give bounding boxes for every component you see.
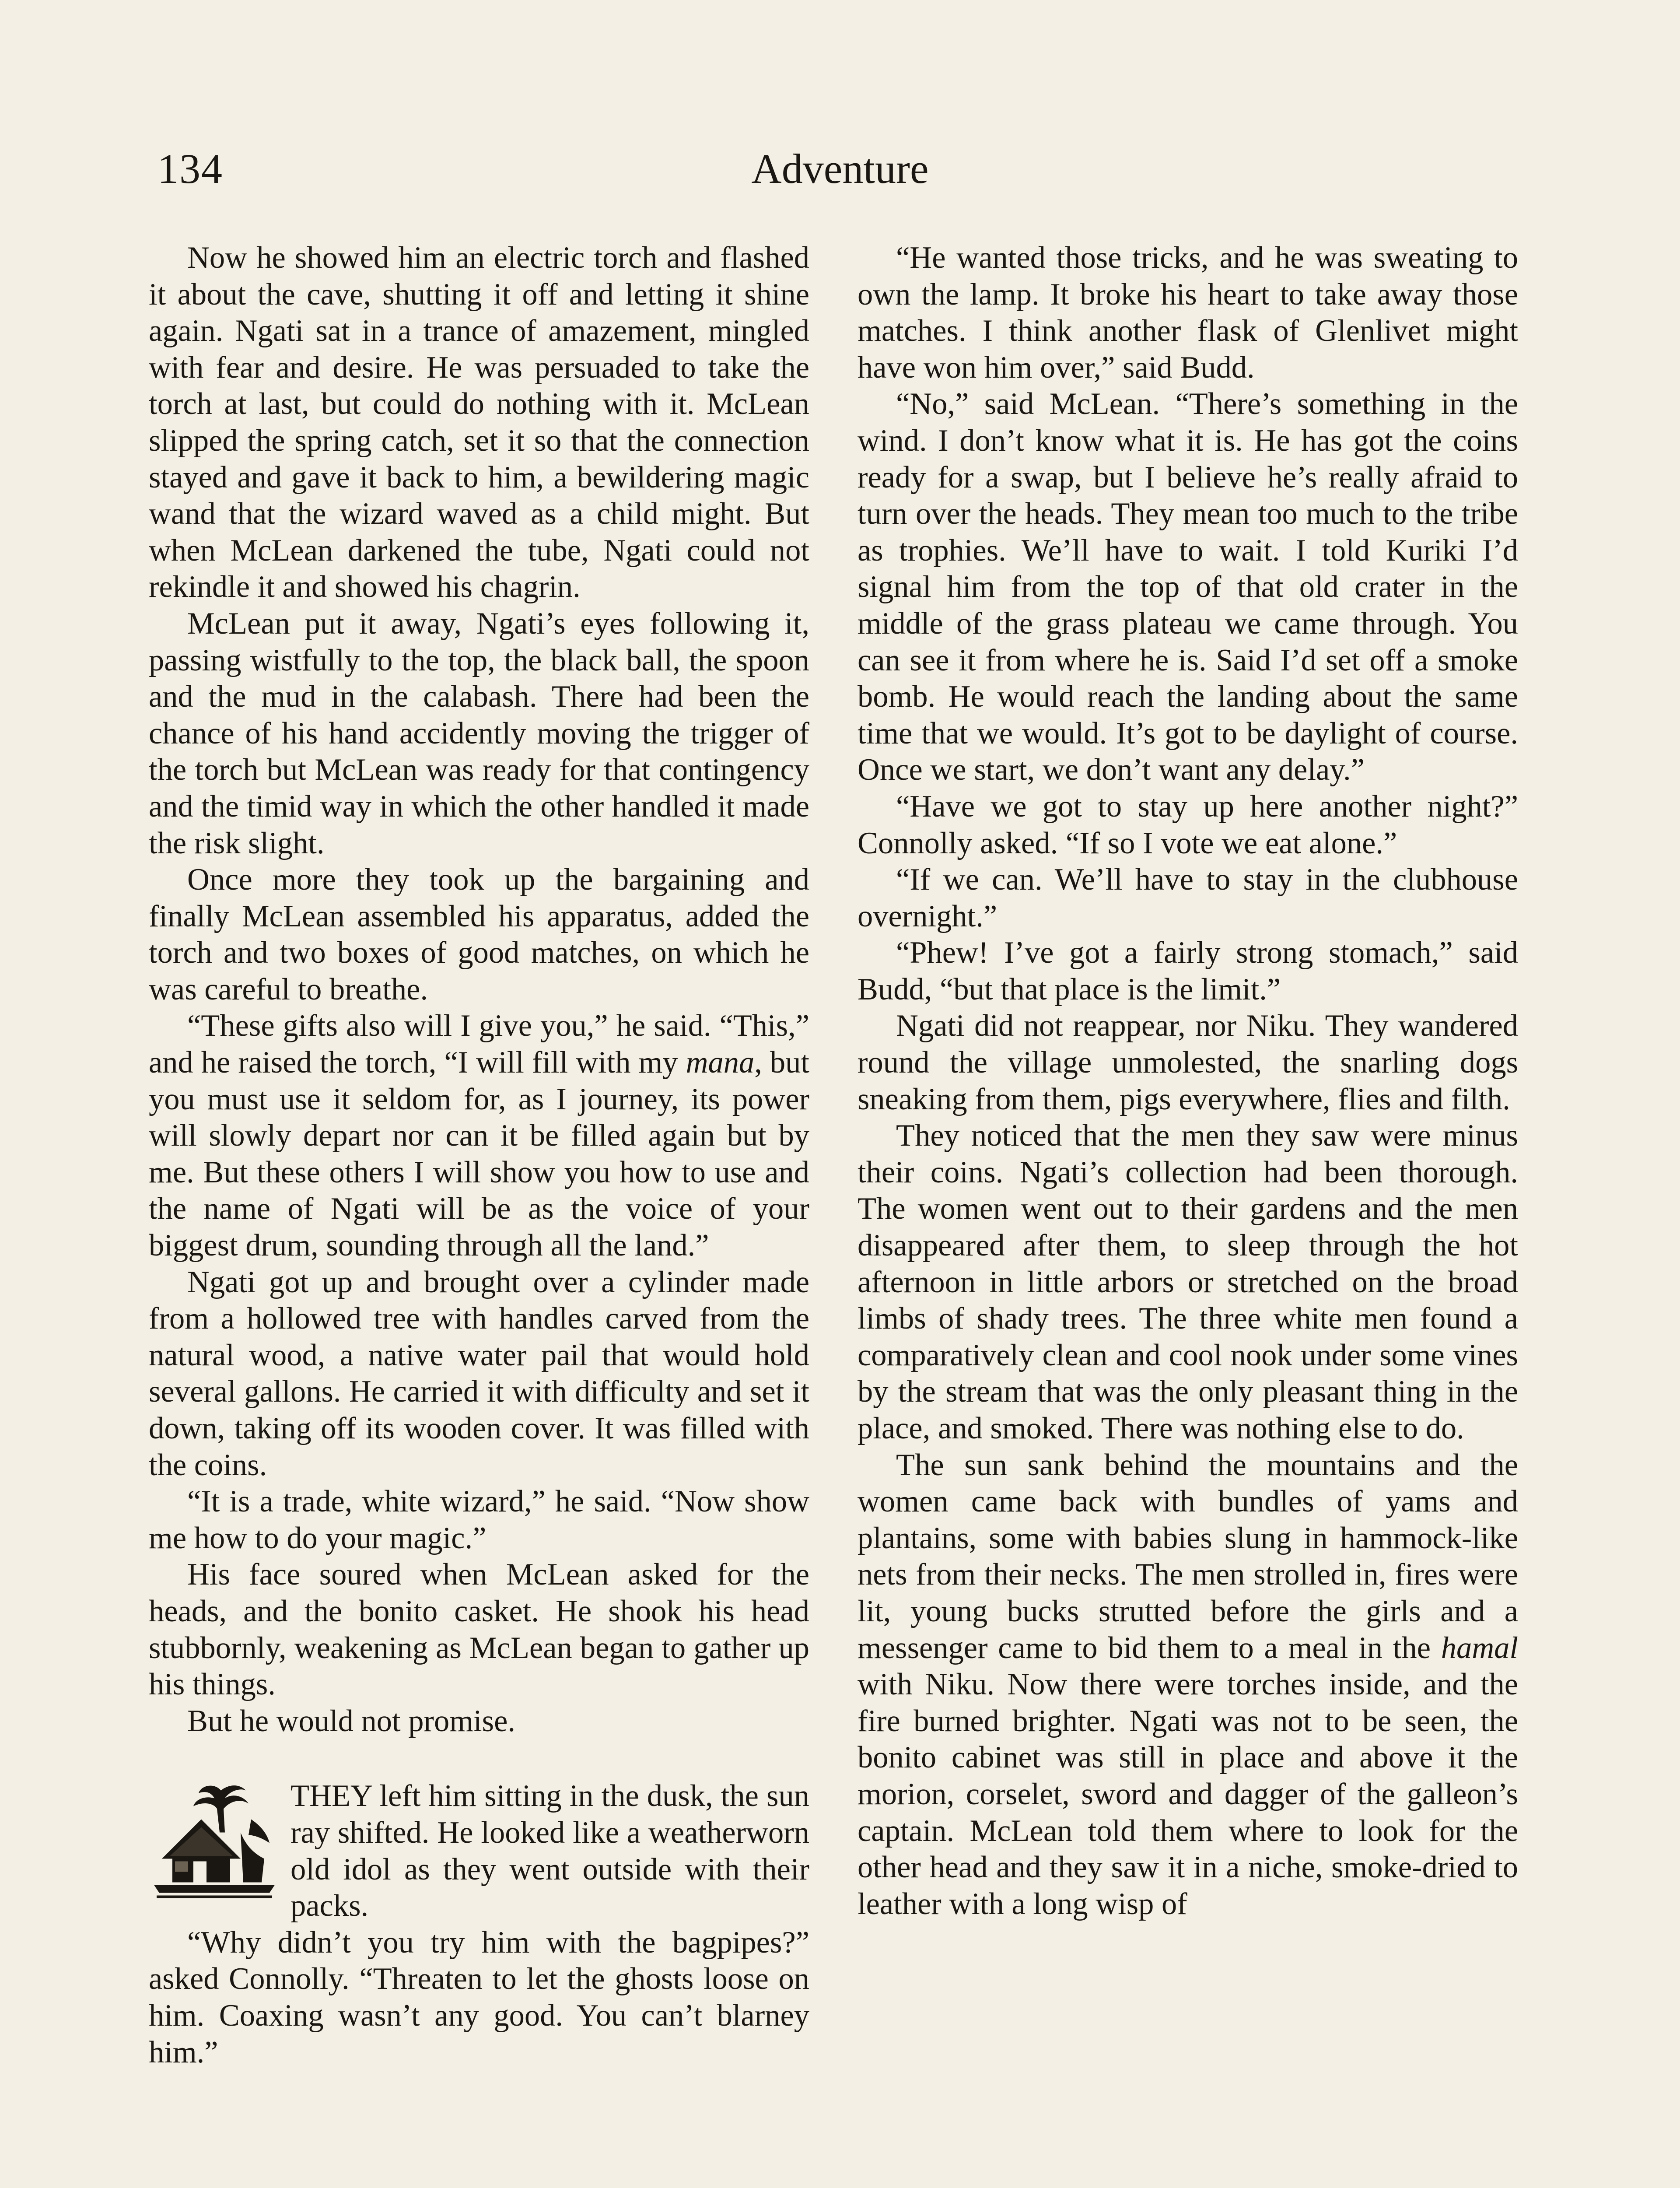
- italic-word: mana: [686, 1045, 755, 1080]
- paragraph: Ngati got up and brought over a cylinder made from a hollowed tree with handles carved from the natural wood, a native water pail that would hold several gallons. He carried it with difficulty and set it down, taking off its wooden cover. It was filled with the coins.: [149, 1265, 809, 1482]
- right-column: [858, 240, 1518, 1922]
- paragraph: “Phew! I’ve got a fairly strong stomach,” said Budd, “but that place is the limit.”: [858, 936, 1518, 1006]
- paragraph: Ngati did not reappear, nor Niku. They wandered round the village unmolested, the snarling dogs sneaking from them, pigs everywhere, flies and filth.: [858, 1009, 1518, 1116]
- running-title: Adventure: [751, 145, 929, 192]
- section-break: [149, 1778, 809, 1924]
- paragraph: “If we can. We’ll have to stay in the clubhouse overnight.”: [858, 863, 1518, 933]
- italic-word: hamal: [1441, 1630, 1518, 1665]
- paragraph: [858, 1447, 1518, 1923]
- paragraph: [149, 1008, 809, 1264]
- paragraph: “He wanted those tricks, and he was sweating to own the lamp. It broke his heart to take away those matches. I think another flask of Glenlivet might have won him over,” said Budd.: [858, 241, 1518, 385]
- paragraph: “Have we got to stay up here another night?” Connolly asked. “If so I vote we eat alone.”: [858, 789, 1518, 860]
- page-number: 134: [158, 145, 223, 192]
- paragraph: Once more they took up the bargaining and finally McLean assembled his apparatus, added the torch and two boxes of good matches, on which he was careful to breathe.: [149, 863, 809, 1006]
- page-header: [158, 144, 1522, 210]
- paragraph: They noticed that the men they saw were minus their coins. Ngati’s collection had been thorough. The women went out to their gardens and the men disappeared after them, to sleep through the hot afternoon in little arbors or stretched on the broad limbs of shady trees. The three white men found a comparatively clean and cool nook under some vines by the stream that was the only pleasant thing in the place, and smoked. There was nothing else to do.: [858, 1119, 1518, 1445]
- paragraph: “No,” said McLean. “There’s something in the wind. I don’t know what it is. He has got the coins ready for a swap, but I believe he’s really afraid to turn over the heads. They mean too much to the tribe as trophies. We’ll have to wait. I told Kuriki I’d signal him from the top of that old crater in the middle of the grass plateau we came through. You can see it from where he is. Said I’d set off a smoke bomb. He would reach the landing about the same time that we would. It’s got to be daylight of course. Once we start, we don’t want any delay.”: [858, 387, 1518, 787]
- paragraph-text: with Niku. Now there were torches inside, and the fire burned brighter. Ngati was not to be seen, the bonito cabinet was still in place and above it the morion, corselet, sword and dagger of the galleon’s captain. McLean told them where to look for the other head and they saw it in a niche, smoke-dried to leather with a long wisp of: [858, 1667, 1518, 1921]
- paragraph-text: “These gifts also will I give you,” he said. “This,” and he raised the torch, “I will fill with my: [149, 1009, 809, 1080]
- section-opening-paragraph: THEY left him sitting in the dusk, the sun ray shifted. He looked like a weatherworn old idol as they went outside with their packs.: [290, 1779, 809, 1923]
- paragraph: But he would not promise.: [187, 1704, 515, 1738]
- paragraph: “It is a trade, white wizard,” he said. “Now show me how to do your magic.”: [149, 1484, 809, 1555]
- paragraph-text: , but you must use it seldom for, as I journey, its power will slowly depart nor can it be filled again but by me. But these others I will show you how to use and the name of Ngati will be as the voice of your biggest drum, sounding through all the land.”: [149, 1045, 809, 1263]
- left-column: [149, 240, 809, 2071]
- paragraph: Now he showed him an electric torch and flashed it about the cave, shutting it off and letting it shine again. Ngati sat in a trance of amazement, mingled with fear and desire. He was persuaded to take the torch at last, but could do nothing with it. McLean slipped the spring catch, set it so that the connection stayed and gave it back to him, a bewildering magic wand that the wizard waved as a child might. But when McLean darkened the tube, Ngati could not rekindle it and showed his chagrin.: [149, 241, 809, 604]
- paragraph: His face soured when McLean asked for the heads, and the bonito casket. He shook his head stubbornly, weakening as McLean began to gather up his things.: [149, 1557, 809, 1702]
- paragraph: “Why didn’t you try him with the bagpipes?” asked Connolly. “Threaten to let the ghosts loose on him. Coaxing wasn’t any good. You can’t blarney him.”: [149, 1925, 809, 2069]
- hut-vignette-icon: [149, 1780, 280, 1905]
- paragraph-text: The sun sank behind the mountains and the women came back with bundles of yams and plantains, some with babies slung in hammock-like nets from their necks. The men strolled in, fires were lit, young bucks strutted before the girls and a messenger came to bid them to a meal in the: [858, 1448, 1518, 1665]
- paragraph: McLean put it away, Ngati’s eyes following it, passing wistfully to the top, the black ball, the spoon and the mud in the calabash. There had been the chance of his hand accidently moving the trigger of the torch but McLean was ready for that contingency and the timid way in which the other handled it made the risk slight.: [149, 606, 809, 860]
